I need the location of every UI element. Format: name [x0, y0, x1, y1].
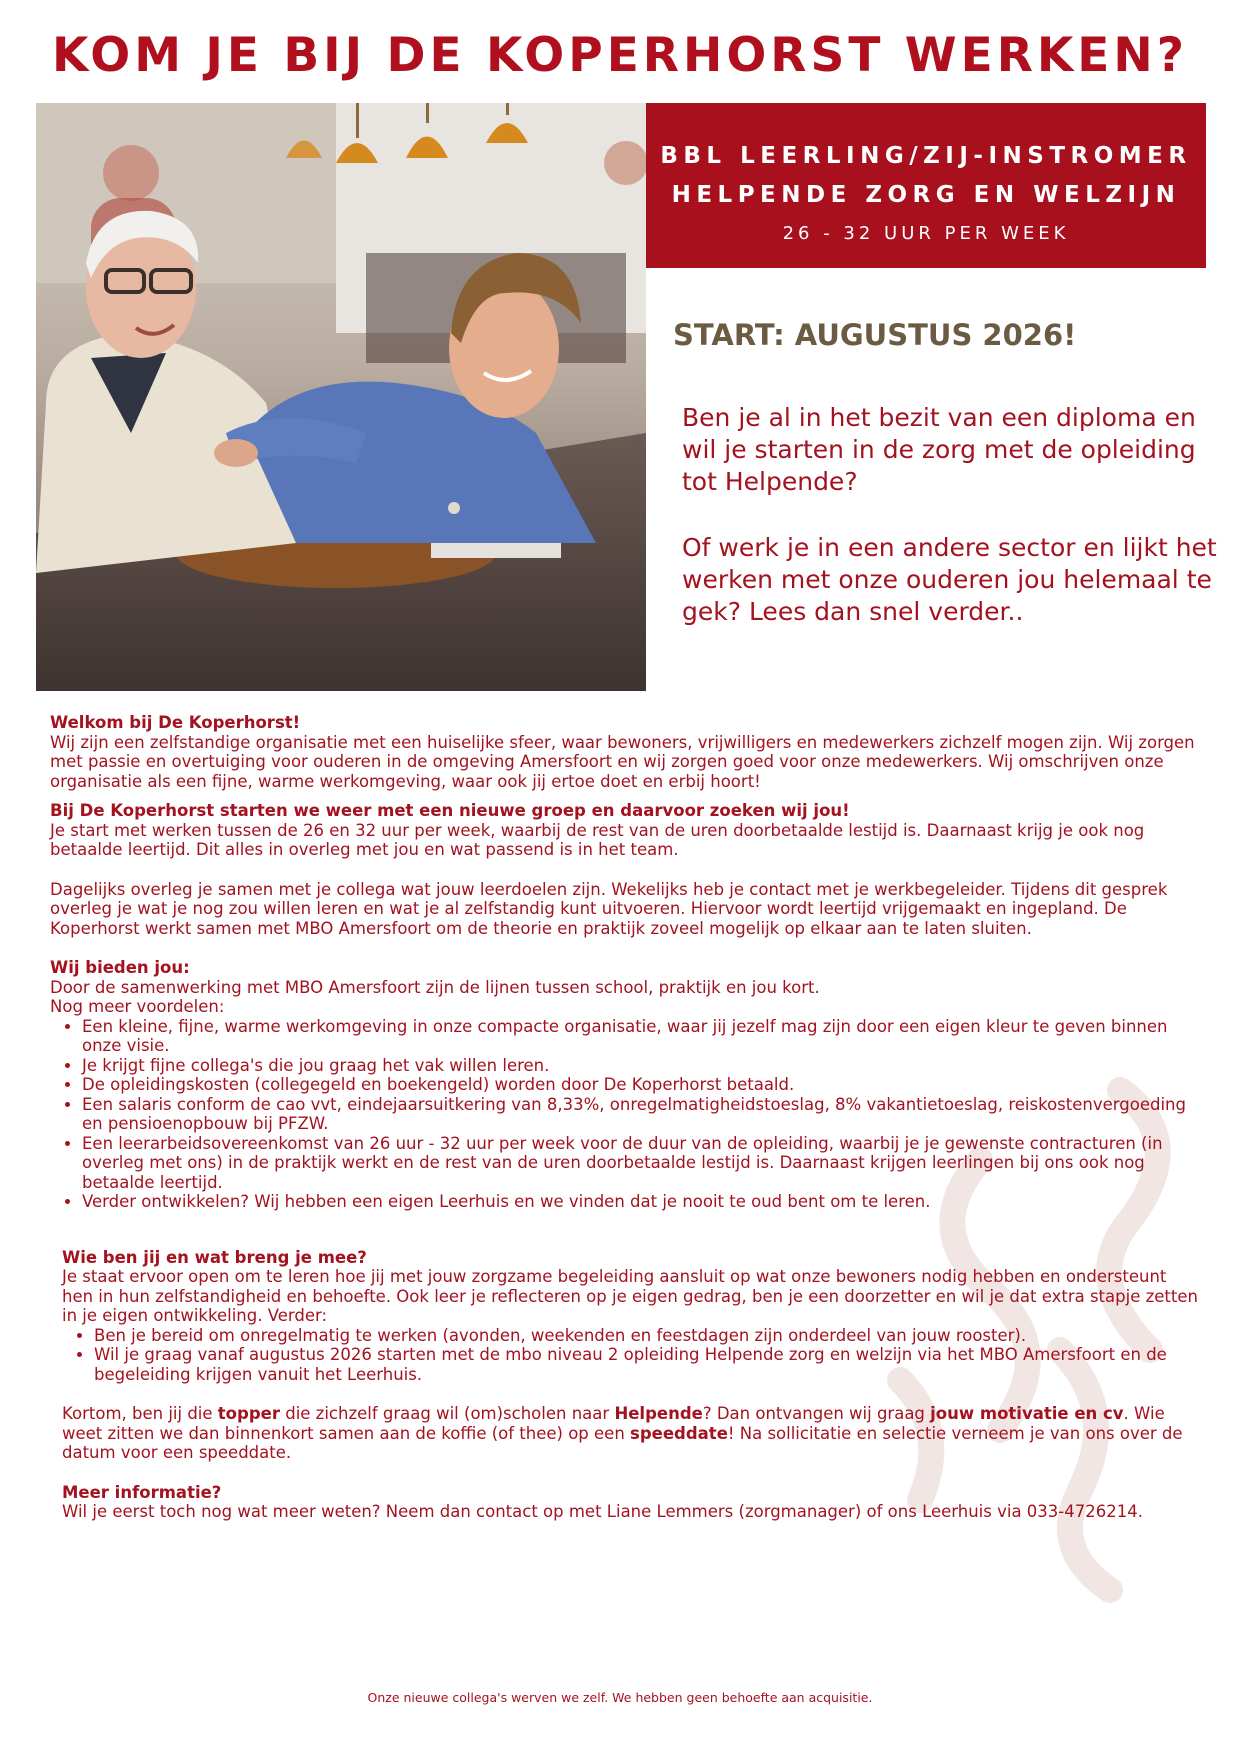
- kortom-paragraph: [62, 1404, 1200, 1463]
- wie-text: Je staat ervoor open om te leren hoe jij met jouw zorgzame begeleiding aansluit op wat onze bewoners nodig hebben en ondersteunt hen in hun zelfstandigheid en behoefte. Ook leer je reflecteren op je eigen gedrag, ben je een doorzetter en wil je dat extra stapje zetten in je eigen ontwikkeling. Verder:: [62, 1267, 1198, 1325]
- kortom-text: ? Dan ontvangen wij graag: [702, 1404, 931, 1423]
- banner-hours: 26 - 32 UUR PER WEEK: [782, 223, 1070, 244]
- kortom-text: . Wie weet zitten we dan binnenkort samen aan de koffie (of thee) op een: [62, 1404, 1165, 1443]
- body-text: [50, 713, 1200, 1522]
- page-title: KOM JE BIJ DE KOPERHORST WERKEN?: [51, 28, 1189, 83]
- kortom-bold: jouw motivatie en cv: [930, 1404, 1124, 1423]
- wie-heading: Wie ben jij en wat breng je mee?: [62, 1247, 367, 1267]
- bieden-list: [50, 1017, 1200, 1212]
- list-item: • Wil je graag vanaf augustus 2026 starten met de mbo niveau 2 opleiding Helpende zorg en welzijn via het MBO Amersfoort en de begeleiding krijgen vanuit het Leerhuis.: [94, 1345, 1200, 1384]
- welkom-text: Wij zijn een zelfstandige organisatie met een huiselijke sfeer, waar bewoners, vrijwilligers en medewerkers zichzelf mogen zijn. Wij zorgen met passie en overtuiging voor ouderen in de omgeving Amersfoort en wij zorgen goed voor onze medewerkers. Wij omschrijven onze organisatie als een fijne, warme werkomgeving, waar ook jij ertoe doet en erbij hoort!: [50, 732, 1195, 791]
- start-date: START: AUGUSTUS 2026!: [673, 318, 1077, 352]
- hero-photo: [36, 103, 646, 691]
- bieden-line-2: Nog meer voordelen:: [50, 997, 225, 1016]
- kortom-text: die zichzelf graag wil (om)scholen naar: [279, 1404, 615, 1423]
- kortom-bold: topper: [217, 1404, 280, 1423]
- banner-role: BBL LEERLING/ZIJ-INSTROMER: [660, 143, 1192, 169]
- hero-photo-illustration: [36, 103, 646, 691]
- intro-paragraph-1: Ben je al in het bezit van een diploma en wil je starten in de zorg met de opleiding tot Helpende?: [682, 403, 1196, 496]
- kortom-text: Kortom, ben jij die: [62, 1404, 218, 1423]
- footer-note: Onze nieuwe collega's werven we zelf. We hebben geen behoefte aan acquisitie.: [367, 1690, 873, 1705]
- wie-list: [62, 1326, 1200, 1385]
- list-item: • De opleidingskosten (collegegeld en boekengeld) worden door De Koperhorst betaald.: [82, 1075, 1200, 1095]
- meer-text: Wil je eerst toch nog wat meer weten? Neem dan contact op met Liane Lemmers (zorgmanager) of ons Leerhuis via 033-4726214.: [62, 1502, 1143, 1521]
- list-item: • Verder ontwikkelen? Wij hebben een eigen Leerhuis en we vinden dat je nooit te oud bent om te leren.: [82, 1192, 1200, 1212]
- meer-heading: Meer informatie?: [62, 1482, 222, 1502]
- welkom-heading: Welkom bij De Koperhorst!: [50, 713, 301, 732]
- groep-text-1: Je start met werken tussen de 26 en 32 uur per week, waarbij de rest van de uren doorbetaalde lestijd is. Daarnaast krijg je ook nog betaalde leertijd. Dit alles in overleg met jou en wat passend is in het team.: [50, 820, 1145, 859]
- bieden-line-1: Door de samenwerking met MBO Amersfoort zijn de lijnen tussen school, praktijk en jou kort.: [50, 977, 820, 997]
- intro-paragraph-2: Of werk je in een andere sector en lijkt het werken met onze ouderen jou helemaal te gek? Lees dan snel verder..: [682, 533, 1217, 626]
- list-item: • Een kleine, fijne, warme werkomgeving in onze compacte organisatie, waar jij jezelf mag zijn door een eigen kleur te geven binnen onze visie.: [82, 1017, 1200, 1056]
- kortom-bold: Helpende: [614, 1404, 703, 1423]
- kortom-bold: speeddate: [630, 1423, 728, 1443]
- groep-text-2: Dagelijks overleg je samen met je collega wat jouw leerdoelen zijn. Wekelijks heb je contact met je werkbegeleider. Tijdens dit gesprek overleg je wat je nog zou willen leren en wat je al zelfstandig kunt uitvoeren. Hiervoor wordt leertijd vrijgemaakt en ingepland. De Koperhorst werkt samen met MBO Amersfoort om de theorie en praktijk zoveel mogelijk op elkaar aan te laten sluiten.: [50, 879, 1168, 938]
- kortom-text: ! Na sollicitatie en selectie verneem je van ons over de datum voor een speeddate.: [62, 1423, 1183, 1462]
- list-item: • Je krijgt fijne collega's die jou graag het vak willen leren.: [82, 1056, 1200, 1076]
- list-item: • Ben je bereid om onregelmatig te werken (avonden, weekenden en feestdagen zijn onderdeel van jouw rooster).: [94, 1326, 1200, 1346]
- banner-function: HELPENDE ZORG EN WELZIJN: [671, 182, 1181, 208]
- bieden-heading: Wij bieden jou:: [50, 958, 190, 977]
- vacancy-banner: [646, 103, 1206, 268]
- list-item: • Een leerarbeidsovereenkomst van 26 uur - 32 uur per week voor de duur van de opleiding, waarbij je je gewenste contracturen (in overleg met ons) in de praktijk werkt en de rest van de uren doorbetaalde lestijd is. Daarnaast krijgen leerlingen bij ons ook nog betaalde leertijd.: [82, 1134, 1200, 1193]
- groep-heading: Bij De Koperhorst starten we weer met een nieuwe groep en daarvoor zoeken wij jou!: [50, 801, 850, 820]
- list-item: • Een salaris conform de cao vvt, eindejaarsuitkering van 8,33%, onregelmatigheidstoeslag, 8% vakantietoeslag, reiskostenvergoeding en pensioenopbouw bij PFZW.: [82, 1095, 1200, 1134]
